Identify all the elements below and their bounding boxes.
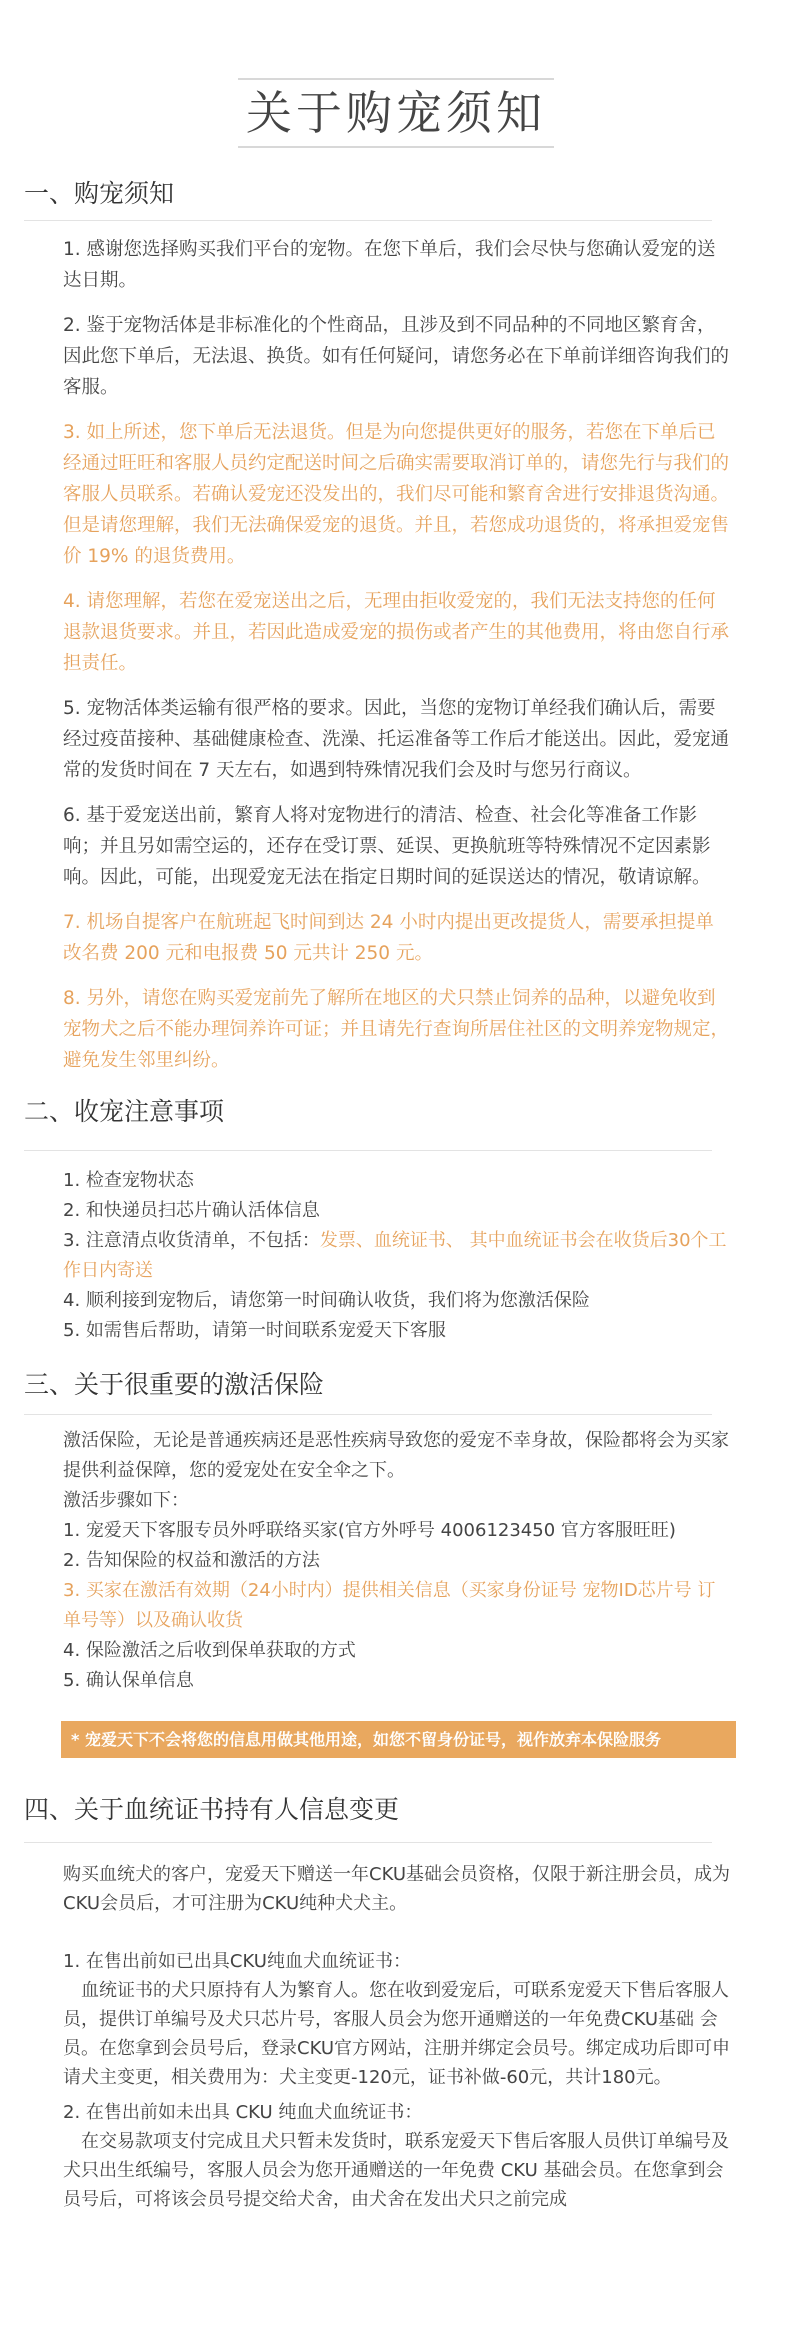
- list-item: 3. 买家在激活有效期（24小时内）提供相关信息（买家身份证号 宠物ID芯片号 订单号等）以及确认收货: [63, 1580, 716, 1631]
- list-item: 6. 基于爱宠送出前，繁育人将对宠物进行的清洁、检查、社会化等准备工作影响；并且另如需空运的，还存在受订票、延误、更换航班等特殊情况不定因素影响。因此，可能，出现爱宠无法在指定日期时间的延误送达的情况，敬请谅解。: [63, 805, 711, 888]
- list-item: 8. 另外，请您在购买爱宠前先了解所在地区的犬只禁止饲养的品种，以避免收到宠物犬之后不能办理饲养许可证；并且请先行查询所居住社区的文明养宠物规定，避免发生邻里纠纷。: [63, 988, 730, 1071]
- privacy-notice-banner: * 宠爱天下不会将您的信息用做其他用途，如您不留身份证号，视作放弃本保险服务: [61, 1721, 736, 1758]
- list-item: 4. 保险激活之后收到保单获取的方式: [63, 1640, 356, 1661]
- list-item: 4. 顺利接到宠物后，请您第一时间确认收货，我们将为您激活保险: [63, 1290, 590, 1311]
- section-divider: [24, 1414, 712, 1415]
- list-item-detail: 在交易款项支付完成且犬只暂未发货时，联系宠爱天下售后客服人员供订单编号及犬只出生纸编号，客服人员会为您开通赠送的一年免费 CKU 基础会员。在您拿到会员号后，可将该会员号提交给犬舍，由犬舍在发出犬只之前完成: [63, 2131, 729, 2210]
- section-heading-receiving: 二、收宠注意事项: [24, 1097, 225, 1126]
- insurance-intro: 激活保险，无论是普通疾病还是恶性疾病导致您的爱宠不幸身故，保险都将会为买家提供利益保障，您的爱宠处在安全伞之下。: [63, 1430, 729, 1481]
- list-item: [63, 1226, 731, 1286]
- list-item: 2. 告知保险的权益和激活的方法: [63, 1550, 320, 1571]
- excluded-items: 发票、血统证书、 其中血统证书会在收货后30个工作日内寄送: [63, 1230, 727, 1281]
- list-item: 1. 检查宠物状态: [63, 1170, 194, 1191]
- section-divider: [24, 1842, 712, 1843]
- purchase-notice-list: [63, 234, 731, 1076]
- list-item: 1. 感谢您选择购买我们平台的宠物。在您下单后，我们会尽快与您确认爱宠的送达日期。: [63, 239, 716, 291]
- list-item-detail: 血统证书的犬只原持有人为繁育人。您在收到爱宠后，可联系宠爱天下售后客服人员，提供订单编号及犬只芯片号，客服人员会为您开通赠送的一年免费CKU基础 会员。在您拿到会员号后，登录CKU官方网站，注册并绑定会员号。绑定成功后即可申请犬主变更，相关费用为：犬主变更-120元，证书补做-60元，共计180元。: [63, 1980, 731, 2088]
- list-item: 2. 和快递员扫芯片确认活体信息: [63, 1200, 320, 1221]
- list-item: 7. 机场自提客户在航班起飞时间到达 24 小时内提出更改提货人，需要承担提单改名费 200 元和电报费 50 元共计 250 元。: [63, 912, 714, 964]
- list-item: 1. 宠爱天下客服专员外呼联络买家(官方外呼号 4006123450 官方客服旺旺): [63, 1520, 676, 1541]
- list-item: 5. 确认保单信息: [63, 1670, 194, 1691]
- insurance-steps: [63, 1426, 731, 1696]
- list-item: 5. 如需售后帮助，请第一时间联系宠爱天下客服: [63, 1320, 446, 1341]
- list-item: 5. 宠物活体类运输有很严格的要求。因此，当您的宠物订单经我们确认后，需要经过疫苗接种、基础健康检查、洗澡、托运准备等工作后才能送出。因此，爱宠通常的发货时间在 7 天左右，如遇到特殊情况我们会及时与您另行商议。: [63, 698, 730, 781]
- steps-label: 激活步骤如下：: [63, 1490, 189, 1511]
- receiving-notice-list: [63, 1166, 731, 1346]
- page-title-frame: [238, 78, 554, 148]
- list-item: 2. 鉴于宠物活体是非标准化的个性商品，且涉及到不同品种的不同地区繁育舍，因此您下单后，无法退、换货。如有任何疑问，请您务必在下单前详细咨询我们的客服。: [63, 315, 730, 398]
- list-item-text: 3. 注意清点收货清单，不包括：: [63, 1230, 320, 1251]
- pedigree-intro: 购买血统犬的客户，宠爱天下赠送一年CKU基础会员资格，仅限于新注册会员，成为CKU会员后，才可注册为CKU纯种犬犬主。: [63, 1864, 731, 1914]
- page-title: 关于购宠须知: [246, 86, 546, 140]
- list-item: 4. 请您理解，若您在爱宠送出之后，无理由拒收爱宠的，我们无法支持您的任何退款退货要求。并且，若因此造成爱宠的损伤或者产生的其他费用，将由您自行承担责任。: [63, 591, 730, 674]
- section-divider: [24, 1150, 712, 1151]
- section-heading-insurance: 三、关于很重要的激活保险: [24, 1370, 325, 1399]
- section-heading-pedigree: 四、关于血统证书持有人信息变更: [24, 1795, 400, 1824]
- list-item: 2. 在售出前如未出具 CKU 纯血犬血统证书：: [63, 2102, 423, 2123]
- section-divider: [24, 220, 712, 221]
- section-heading-purchase: 一、购宠须知: [24, 179, 175, 208]
- list-item: 1. 在售出前如已出具CKU纯血犬血统证书：: [63, 1951, 411, 1972]
- pedigree-info: [63, 1860, 731, 2214]
- list-item: 3. 如上所述，您下单后无法退货。但是为向您提供更好的服务，若您在下单后已经通过旺旺和客服人员约定配送时间之后确实需要取消订单的，请您先行与我们的客服人员联系。若确认爱宠还没发出的，我们尽可能和繁育舍进行安排退货沟通。但是请您理解，我们无法确保爱宠的退货。并且，若您成功退货的，将承担爱宠售价 19% 的退货费用。: [63, 422, 730, 567]
